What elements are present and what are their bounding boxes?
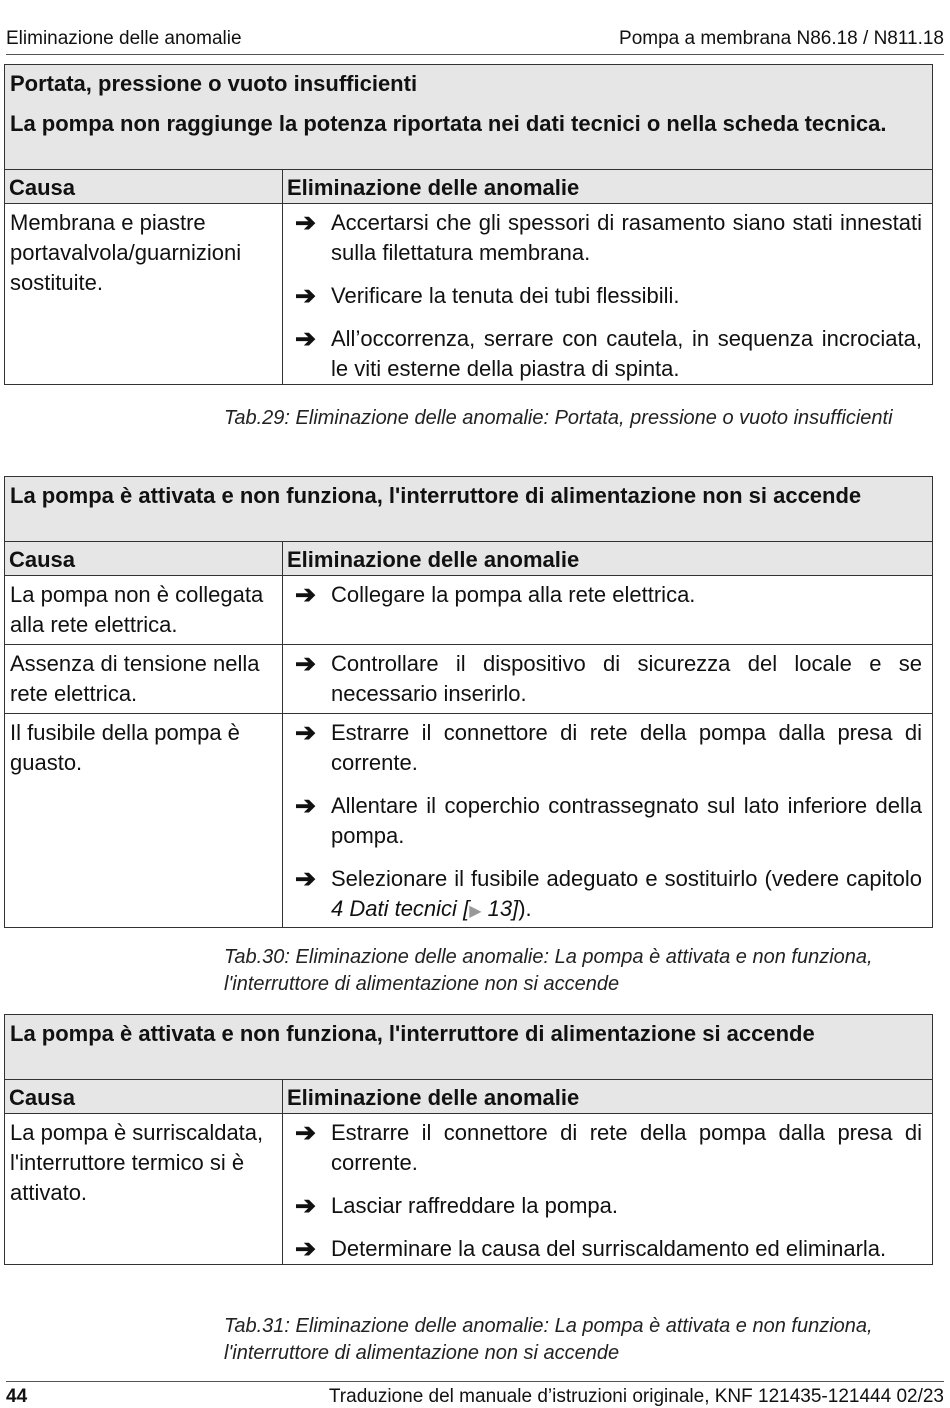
table-title-text: La pompa è attivata e non funziona, l'interruttore di alimentazione non si accende — [10, 483, 862, 508]
table-row — [5, 576, 933, 645]
fix-cell — [283, 1114, 933, 1265]
table-title-text: La pompa è attivata e non funziona, l'interruttore di alimentazione si accende — [10, 1021, 815, 1046]
page-reference[interactable]: 13] — [481, 896, 519, 921]
table-row — [5, 714, 933, 928]
table-title — [5, 65, 933, 170]
fix-cell — [283, 204, 933, 385]
table-row — [5, 645, 933, 714]
header-section-title: Eliminazione delle anomalie — [6, 28, 242, 49]
fix-step-text: Estrarre il connettore di rete della pompa dalla presa di corrente. — [331, 1120, 922, 1175]
fix-step — [291, 281, 922, 311]
fix-step — [291, 1191, 922, 1221]
right-arrow-icon: ➔ — [295, 581, 316, 609]
table-caption: Tab.31: Eliminazione delle anomalie: La pompa è attivata e non funziona, l'interruttore di alimentazione non si accende — [224, 1315, 873, 1364]
table-row — [5, 1114, 933, 1265]
fix-step — [291, 1234, 922, 1264]
page-footer — [6, 1381, 944, 1408]
fix-step-text: All’occorrenza, serrare con cautela, in sequenza incrociata, le viti esterne della piastra di spinta. — [331, 326, 922, 381]
fix-step-text-suffix: ). — [518, 896, 532, 921]
right-arrow-icon: ➔ — [295, 792, 316, 820]
table-caption: Tab.29: Eliminazione delle anomalie: Portata, pressione o vuoto insufficienti — [224, 407, 893, 429]
fix-step-text: Allentare il coperchio contrassegnato sul lato inferiore della pompa. — [331, 793, 922, 848]
fix-step — [291, 580, 922, 610]
right-arrow-icon: ➔ — [295, 865, 316, 893]
right-arrow-icon: ➔ — [295, 282, 316, 310]
fix-step — [291, 649, 922, 709]
fix-step — [291, 791, 922, 851]
column-header-fix: Eliminazione delle anomalie — [283, 170, 933, 204]
fix-step — [291, 1118, 922, 1178]
column-header-cause: Causa — [5, 1080, 283, 1114]
column-header-fix: Eliminazione delle anomalie — [283, 1080, 933, 1114]
fix-step-text: Accertarsi che gli spessori di rasamento siano stati innestati sulla filettatura membrana. — [331, 210, 922, 265]
fix-step-text: Estrarre il connettore di rete della pompa dalla presa di corrente. — [331, 720, 922, 775]
ref-open: [ — [456, 896, 470, 921]
right-arrow-icon: ➔ — [295, 1192, 316, 1220]
table-row — [5, 204, 933, 385]
header-product-name: Pompa a membrana N86.18 / N811.18 — [619, 28, 944, 49]
right-arrow-icon: ➔ — [295, 1119, 316, 1147]
fix-cell — [283, 714, 933, 928]
fix-step-text-prefix: Selezionare il fusibile adeguato e sostituirlo (vedere capitolo — [331, 866, 922, 891]
cause-cell: La pompa è surriscaldata, l'interruttore termico si è attivato. — [5, 1114, 283, 1265]
table-title-text: Portata, pressione o vuoto insufficienti — [10, 71, 418, 96]
right-arrow-icon: ➔ — [295, 209, 316, 237]
right-arrow-icon: ➔ — [295, 719, 316, 747]
chapter-reference-link[interactable]: 4 Dati tecnici — [331, 896, 457, 921]
troubleshooting-table-29 — [4, 64, 933, 385]
table-title — [5, 1015, 933, 1080]
fix-step — [291, 718, 922, 778]
table-caption: Tab.30: Eliminazione delle anomalie: La pompa è attivata e non funziona, l'interruttore di alimentazione non si accende — [224, 946, 873, 995]
fix-step — [291, 864, 922, 927]
fix-cell — [283, 645, 933, 714]
cause-cell: Il fusibile della pompa è guasto. — [5, 714, 283, 928]
fix-step-text: Collegare la pompa alla rete elettrica. — [331, 582, 696, 607]
page-header — [6, 26, 944, 55]
cause-cell: Membrana e piastre portavalvola/guarnizioni sostituite. — [5, 204, 283, 385]
fix-step-text: Lasciar raffreddare la pompa. — [331, 1193, 618, 1218]
table-subtitle-text: La pompa non raggiunge la potenza riportata nei dati tecnici o nella scheda tecnica. — [10, 111, 887, 136]
cause-cell: Assenza di tensione nella rete elettrica. — [5, 645, 283, 714]
right-arrow-icon: ➔ — [295, 650, 316, 678]
troubleshooting-table-30 — [4, 476, 933, 928]
cause-cell: La pompa non è collegata alla rete elettrica. — [5, 576, 283, 645]
troubleshooting-table-31 — [4, 1014, 933, 1265]
fix-step — [291, 324, 922, 384]
fix-cell — [283, 576, 933, 645]
right-arrow-icon: ➔ — [295, 325, 316, 353]
fix-step-text: Determinare la causa del surriscaldamento ed eliminarla. — [331, 1236, 887, 1261]
fix-step — [291, 208, 922, 268]
document-reference: Traduzione del manuale d’istruzioni originale, KNF 121435-121444 02/23 — [328, 1386, 944, 1407]
fix-step-text — [331, 866, 922, 921]
column-header-cause: Causa — [5, 170, 283, 204]
right-arrow-icon: ➔ — [295, 1235, 316, 1263]
fix-step-text: Controllare il dispositivo di sicurezza del locale e se necessario inserirlo. — [331, 651, 922, 706]
column-header-cause: Causa — [5, 542, 283, 576]
page-reference-arrow-icon: ▶ — [469, 903, 482, 920]
column-header-fix: Eliminazione delle anomalie — [283, 542, 933, 576]
fix-step-text: Verificare la tenuta dei tubi flessibili. — [331, 283, 680, 308]
table-title — [5, 477, 933, 542]
page-number: 44 — [6, 1386, 28, 1407]
